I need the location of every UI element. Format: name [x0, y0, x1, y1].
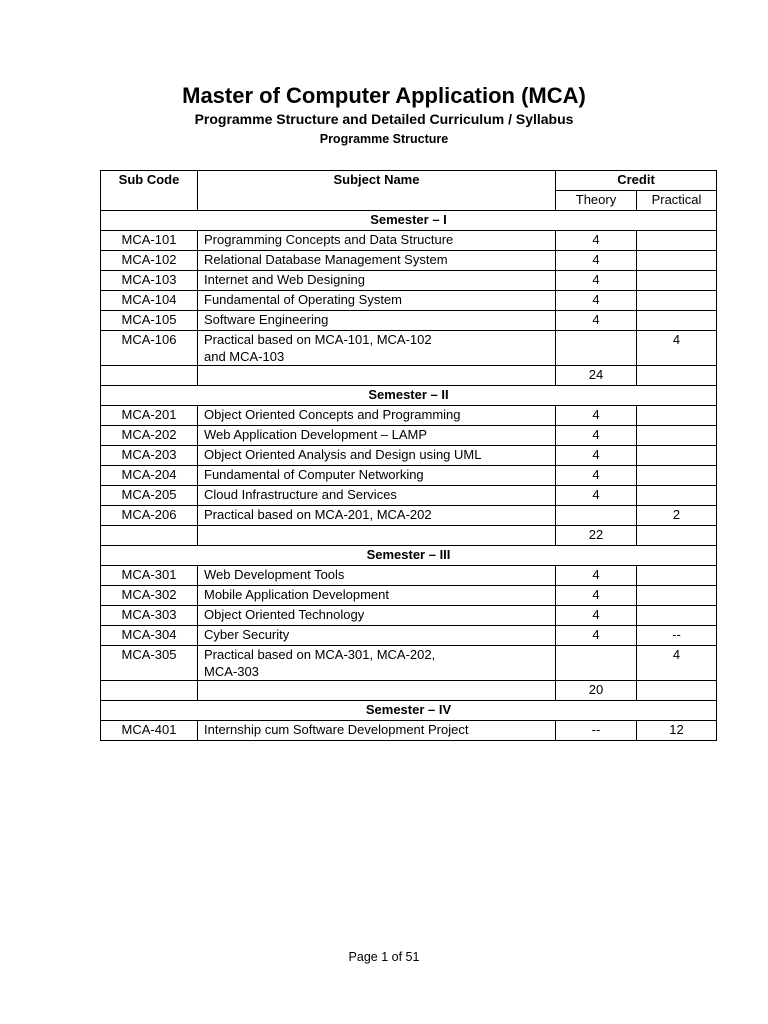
empty-cell: [637, 366, 717, 386]
theory-credit: 4: [556, 486, 637, 506]
table-row: [101, 406, 717, 426]
empty-cell: [198, 681, 556, 701]
subject-name: Relational Database Management System: [198, 251, 556, 271]
theory-credit: [556, 646, 637, 681]
theory-credit: 4: [556, 606, 637, 626]
empty-cell: [101, 681, 198, 701]
practical-credit: [637, 231, 717, 251]
practical-credit: --: [637, 626, 717, 646]
page-number: Page 1 of 51: [348, 950, 420, 964]
empty-cell: [101, 366, 198, 386]
theory-credit: [556, 331, 637, 366]
practical-credit: [637, 466, 717, 486]
theory-credit: 4: [556, 466, 637, 486]
subject-name: Web Development Tools: [198, 566, 556, 586]
practical-credit: 4: [637, 331, 717, 366]
subject-line-1: Practical based on MCA-301, MCA-202,: [204, 647, 436, 662]
sub-code: MCA-103: [101, 271, 198, 291]
subject-name: Fundamental of Computer Networking: [198, 466, 556, 486]
subject-name: Object Oriented Concepts and Programming: [198, 406, 556, 426]
table-row: [101, 566, 717, 586]
practical-credit: [637, 271, 717, 291]
practical-credit: [637, 426, 717, 446]
sub-code: MCA-104: [101, 291, 198, 311]
semester-row: [101, 386, 717, 406]
total-row: [101, 681, 717, 701]
total-row: [101, 526, 717, 546]
header-sub-code: Sub Code: [101, 171, 198, 211]
empty-cell: [198, 526, 556, 546]
practical-credit: 12: [637, 721, 717, 741]
table-row: [101, 291, 717, 311]
sub-code: MCA-201: [101, 406, 198, 426]
sub-code: MCA-205: [101, 486, 198, 506]
sub-code: MCA-203: [101, 446, 198, 466]
practical-credit: [637, 251, 717, 271]
theory-credit: 4: [556, 446, 637, 466]
table-row: [101, 486, 717, 506]
theory-credit: 4: [556, 406, 637, 426]
sub-code: MCA-206: [101, 506, 198, 526]
subject-line-2: MCA-303: [204, 664, 259, 679]
semester-label: Semester – I: [101, 211, 717, 231]
theory-credit: [556, 506, 637, 526]
table-row: [101, 331, 717, 366]
subject-name: Internet and Web Designing: [198, 271, 556, 291]
theory-credit: 4: [556, 251, 637, 271]
sub-code: MCA-102: [101, 251, 198, 271]
sub-code: MCA-303: [101, 606, 198, 626]
practical-credit: 2: [637, 506, 717, 526]
theory-credit: 4: [556, 586, 637, 606]
semester-label: Semester – III: [101, 546, 717, 566]
subject-name: Software Engineering: [198, 311, 556, 331]
theory-total: 20: [556, 681, 637, 701]
total-row: [101, 366, 717, 386]
document-subtitle: Programme Structure and Detailed Curriculum / Syllabus: [194, 111, 574, 127]
subject-name: Web Application Development – LAMP: [198, 426, 556, 446]
theory-credit: 4: [556, 271, 637, 291]
header-subject-name: Subject Name: [198, 171, 556, 211]
header-practical: Practical: [637, 191, 717, 211]
table-row: [101, 606, 717, 626]
empty-cell: [637, 681, 717, 701]
subject-name: [198, 646, 556, 681]
sub-code: MCA-105: [101, 311, 198, 331]
document-title: Master of Computer Application (MCA): [182, 83, 586, 108]
practical-credit: [637, 291, 717, 311]
subject-name: Cyber Security: [198, 626, 556, 646]
practical-credit: [637, 406, 717, 426]
theory-credit: 4: [556, 311, 637, 331]
header-theory: Theory: [556, 191, 637, 211]
semester-row: [101, 701, 717, 721]
table-header-row: [101, 171, 717, 191]
practical-credit: [637, 566, 717, 586]
table-row: [101, 311, 717, 331]
section-title: Programme Structure: [319, 132, 449, 146]
semester-row: [101, 546, 717, 566]
subject-line-1: Practical based on MCA-101, MCA-102: [204, 332, 432, 347]
sub-code: MCA-101: [101, 231, 198, 251]
table-row: [101, 586, 717, 606]
practical-credit: [637, 311, 717, 331]
semester-label: Semester – II: [101, 386, 717, 406]
subject-line-2: and MCA-103: [204, 349, 285, 364]
semester-row: [101, 211, 717, 231]
subject-name: Fundamental of Operating System: [198, 291, 556, 311]
theory-credit: 4: [556, 566, 637, 586]
table-row: [101, 466, 717, 486]
theory-total: 22: [556, 526, 637, 546]
subject-name: Object Oriented Analysis and Design using UML: [198, 446, 556, 466]
subject-name: [198, 331, 556, 366]
subject-name: Programming Concepts and Data Structure: [198, 231, 556, 251]
semester-label: Semester – IV: [101, 701, 717, 721]
empty-cell: [101, 526, 198, 546]
sub-code: MCA-401: [101, 721, 198, 741]
subject-name: Practical based on MCA-201, MCA-202: [198, 506, 556, 526]
sub-code: MCA-304: [101, 626, 198, 646]
table-row: [101, 426, 717, 446]
table-row: [101, 646, 717, 681]
sub-code: MCA-202: [101, 426, 198, 446]
sub-code: MCA-301: [101, 566, 198, 586]
empty-cell: [198, 366, 556, 386]
table-row: [101, 271, 717, 291]
theory-credit: 4: [556, 426, 637, 446]
sub-code: MCA-302: [101, 586, 198, 606]
sub-code: MCA-204: [101, 466, 198, 486]
table-row: [101, 721, 717, 741]
practical-credit: 4: [637, 646, 717, 681]
sub-code: MCA-106: [101, 331, 198, 366]
table-row: [101, 446, 717, 466]
header-credit: Credit: [556, 171, 717, 191]
programme-structure-table: [100, 170, 717, 741]
empty-cell: [637, 526, 717, 546]
practical-credit: [637, 606, 717, 626]
practical-credit: [637, 486, 717, 506]
subject-name: Object Oriented Technology: [198, 606, 556, 626]
theory-credit: 4: [556, 291, 637, 311]
theory-credit: 4: [556, 626, 637, 646]
table-row: [101, 231, 717, 251]
theory-credit: --: [556, 721, 637, 741]
table-row: [101, 251, 717, 271]
sub-code: MCA-305: [101, 646, 198, 681]
subject-name: Cloud Infrastructure and Services: [198, 486, 556, 506]
table-row: [101, 506, 717, 526]
subject-name: Internship cum Software Development Project: [198, 721, 556, 741]
theory-credit: 4: [556, 231, 637, 251]
table-row: [101, 626, 717, 646]
practical-credit: [637, 586, 717, 606]
subject-name: Mobile Application Development: [198, 586, 556, 606]
practical-credit: [637, 446, 717, 466]
theory-total: 24: [556, 366, 637, 386]
